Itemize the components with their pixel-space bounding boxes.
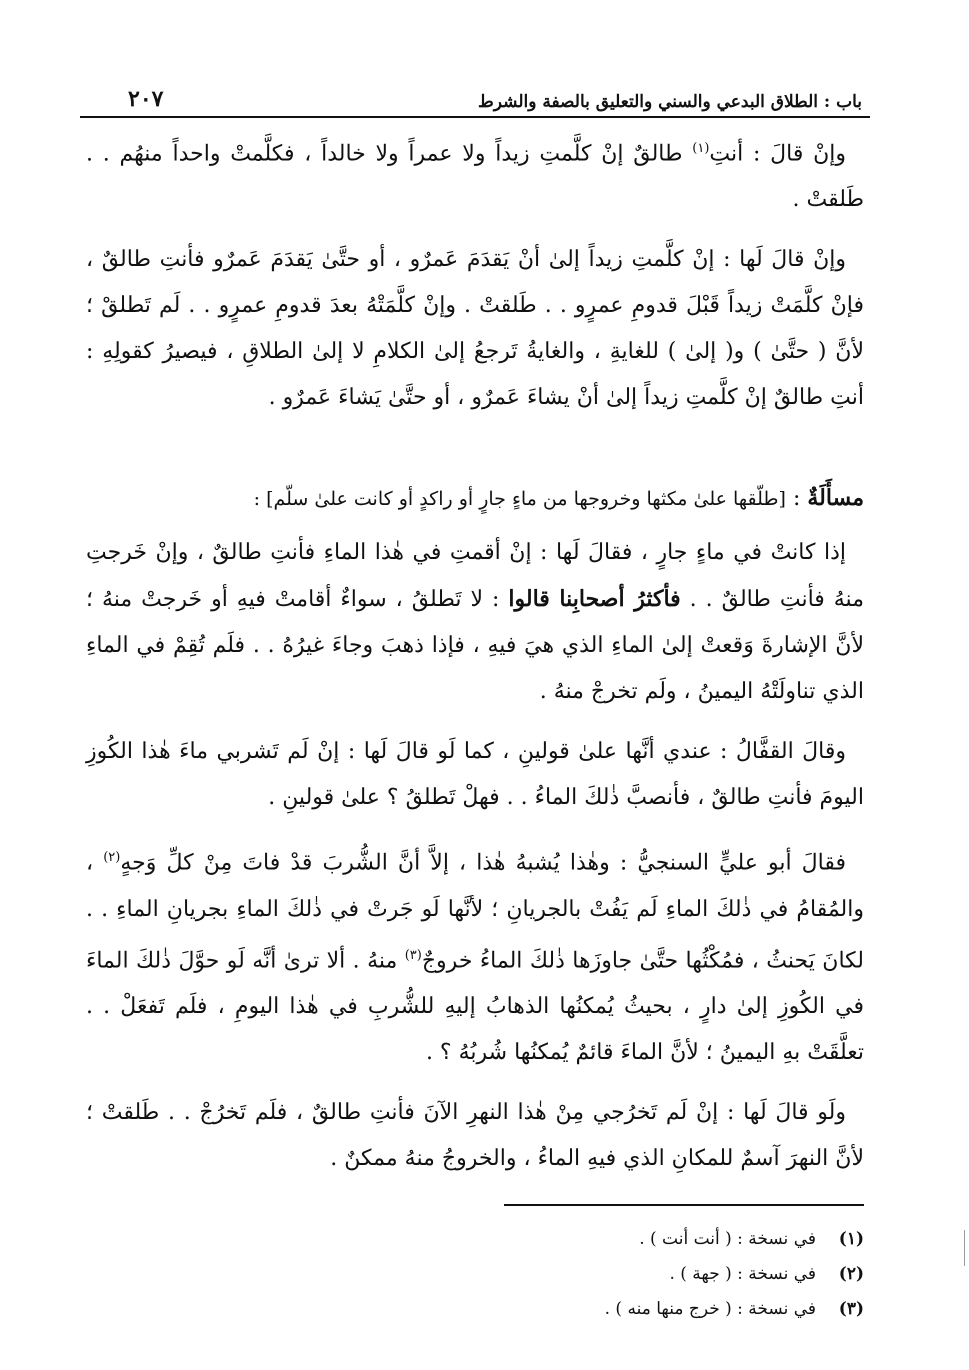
masala-heading (86, 475, 864, 522)
footnote-text: في نسخة : ( خرج منها منه ) . (604, 1298, 816, 1319)
paragraph-3 (86, 530, 864, 715)
paragraph-3-bold: فأكثرُ أصحابِنا قالوا (508, 586, 681, 613)
masala-word: مسأَلَةٌ (807, 485, 864, 512)
page-number: ٢٠٧ (128, 86, 164, 112)
footnote-ref-3[interactable]: (٣) (404, 947, 422, 963)
footnote-number: (٣) (838, 1298, 864, 1319)
paragraph-6: ولَو قالَ لَها : إنْ لَم تَخرُجي مِنْ هٰذا النهرِ الآنَ فأنتِ طالقٌ ، فلَم تَخرُجْ . . طَلقتْ ؛ لأنَّ النهرَ آسمٌ للمكانِ الذي فيهِ الماءُ ، والخروجُ منهُ ممكنٌ . (86, 1099, 864, 1171)
paragraph-3-text-b: : لا تَطلقُ ، سواءٌ أقامتْ فيهِ أو خَرجتْ منهُ ؛ لأنَّ الإشارةَ وَقعتْ إلىٰ الماءِ الذي هيَ فيهِ ، فإذا ذهبَ وجاءَ غيرُهُ . . فلَم تُقِمْ في الماءِ الذي تناولَتْهُ اليمينُ ، ولَم تخرجْ منهُ . (86, 587, 865, 705)
paragraph-1-text-b: طالقٌ إنْ كلَّمتِ زيداً ولا عمراً ولا خالداً ، فكلَّمتْ واحداً منهُم . . طَلقتْ . (86, 141, 864, 213)
paragraph-1-text-a: وإنْ قالَ : أنتِ (709, 141, 846, 167)
paragraph-1 (86, 126, 864, 223)
paragraph-5-text-a: فقالَ أبو عليٍّ السنجيُّ : وهٰذا يُشبهُ هٰذا ، إلاَّ أنَّ الشُّربَ قدْ فاتَ مِنْ كلِّ وَجهٍ (120, 850, 846, 876)
scan-edge-mark (964, 1230, 965, 1266)
footnote-2 (80, 1257, 864, 1292)
footnote-ref-1[interactable]: (١) (692, 141, 710, 156)
footnote-number: (١) (838, 1228, 864, 1249)
footnotes (80, 1222, 870, 1327)
footnote-ref-2[interactable]: (٢) (103, 850, 121, 866)
masala-separator: : (785, 486, 808, 512)
masala-title: [طلّقها علىٰ مكثها وخروجها من ماءٍ جارٍ أو راكدٍ أو كانت علىٰ سلّم] : (253, 488, 786, 511)
footnote-3 (80, 1292, 864, 1327)
footnote-text: في نسخة : ( جهة ) . (669, 1263, 816, 1284)
footnote-text: في نسخة : ( أنت أنت ) . (639, 1228, 816, 1249)
paragraph-5 (86, 835, 864, 1076)
footnote-number: (٢) (838, 1263, 864, 1284)
paragraph-5-text-c: منهُ . ألا ترىٰ أنَّه لَو حوَّلَ ذٰلكَ الماءَ في الكُوزِ إلىٰ دارٍ ، بحيثُ يُمكنُها الذهابُ إليهِ للشُّربِ في هٰذا اليومِ ، فلَم تَفعَلْ . . تعلَّقَتْ بهِ اليمينُ ؛ لأنَّ الماءَ قائمٌ يُمكنُها شُربُهُ ؟ . (86, 947, 864, 1065)
paragraph-5-text-b: ، والمُقامُ في ذٰلكَ الماءِ لَم يَفُتْ بالجريانِ ؛ لأنَّها لَو جَرتْ في ذٰلكَ الماءِ بجريانِ الماءِ . . لكانَ يَحنثُ ، فمُكْثُها حتَّىٰ جاوزَها ذٰلكَ الماءُ خروجٌ (86, 850, 864, 973)
footnote-1 (80, 1222, 864, 1257)
footnote-divider (504, 1204, 864, 1206)
paragraph-4: وقالَ القفَّالُ : عندي أنَّها علىٰ قولينِ ، كما لَو قالَ لَها : إنْ لَم تَشربي ماءَ هٰذا الكُوزِ اليومَ فأنتِ طالقٌ ، فأنصبَّ ذٰلكَ الماءُ . . فهلْ تَطلقُ ؟ علىٰ قولينِ . (86, 739, 864, 811)
chapter-title: باب : الطلاق البدعي والسني والتعليق بالصفة والشرط (478, 92, 862, 112)
main-text (80, 126, 870, 1182)
section-gap (86, 421, 864, 465)
book-page (80, 78, 870, 1327)
paragraph-3-text-a: إذا كانتْ في ماءٍ جارٍ ، فقالَ لَها : إنْ أقمتِ في هٰذا الماءِ فأنتِ طالقٌ ، وإنْ خَرجتِ منهُ فأنتِ طالقٌ . . (86, 540, 864, 613)
running-header (80, 78, 870, 118)
paragraph-2: وإنْ قالَ لَها : إنْ كلَّمتِ زيداً إلىٰ أنْ يَقدَمَ عَمرٌو ، أو حتَّىٰ يَقدَمَ عَمرٌو فأنتِ طالقٌ ، فإنْ كلَّمَتْ زيداً قَبْلَ قدومِ عمرٍو . . طَلقتْ . وإنْ كلَّمَتْهُ بعدَ قدومِ عمرٍو . . لَم تَطلقْ ؛ لأنَّ ( حتَّىٰ ) و( إلىٰ ) للغايةِ ، والغايةُ تَرجعُ إلىٰ الكلامِ لا إلىٰ الطلاقِ ، فيصيرُ كقولِهِ : أنتِ طالقٌ إنْ كلَّمتِ زيداً إلىٰ أنْ يشاءَ عَمرٌو ، أو حتَّىٰ يَشاءَ عَمرٌو . (86, 247, 864, 411)
